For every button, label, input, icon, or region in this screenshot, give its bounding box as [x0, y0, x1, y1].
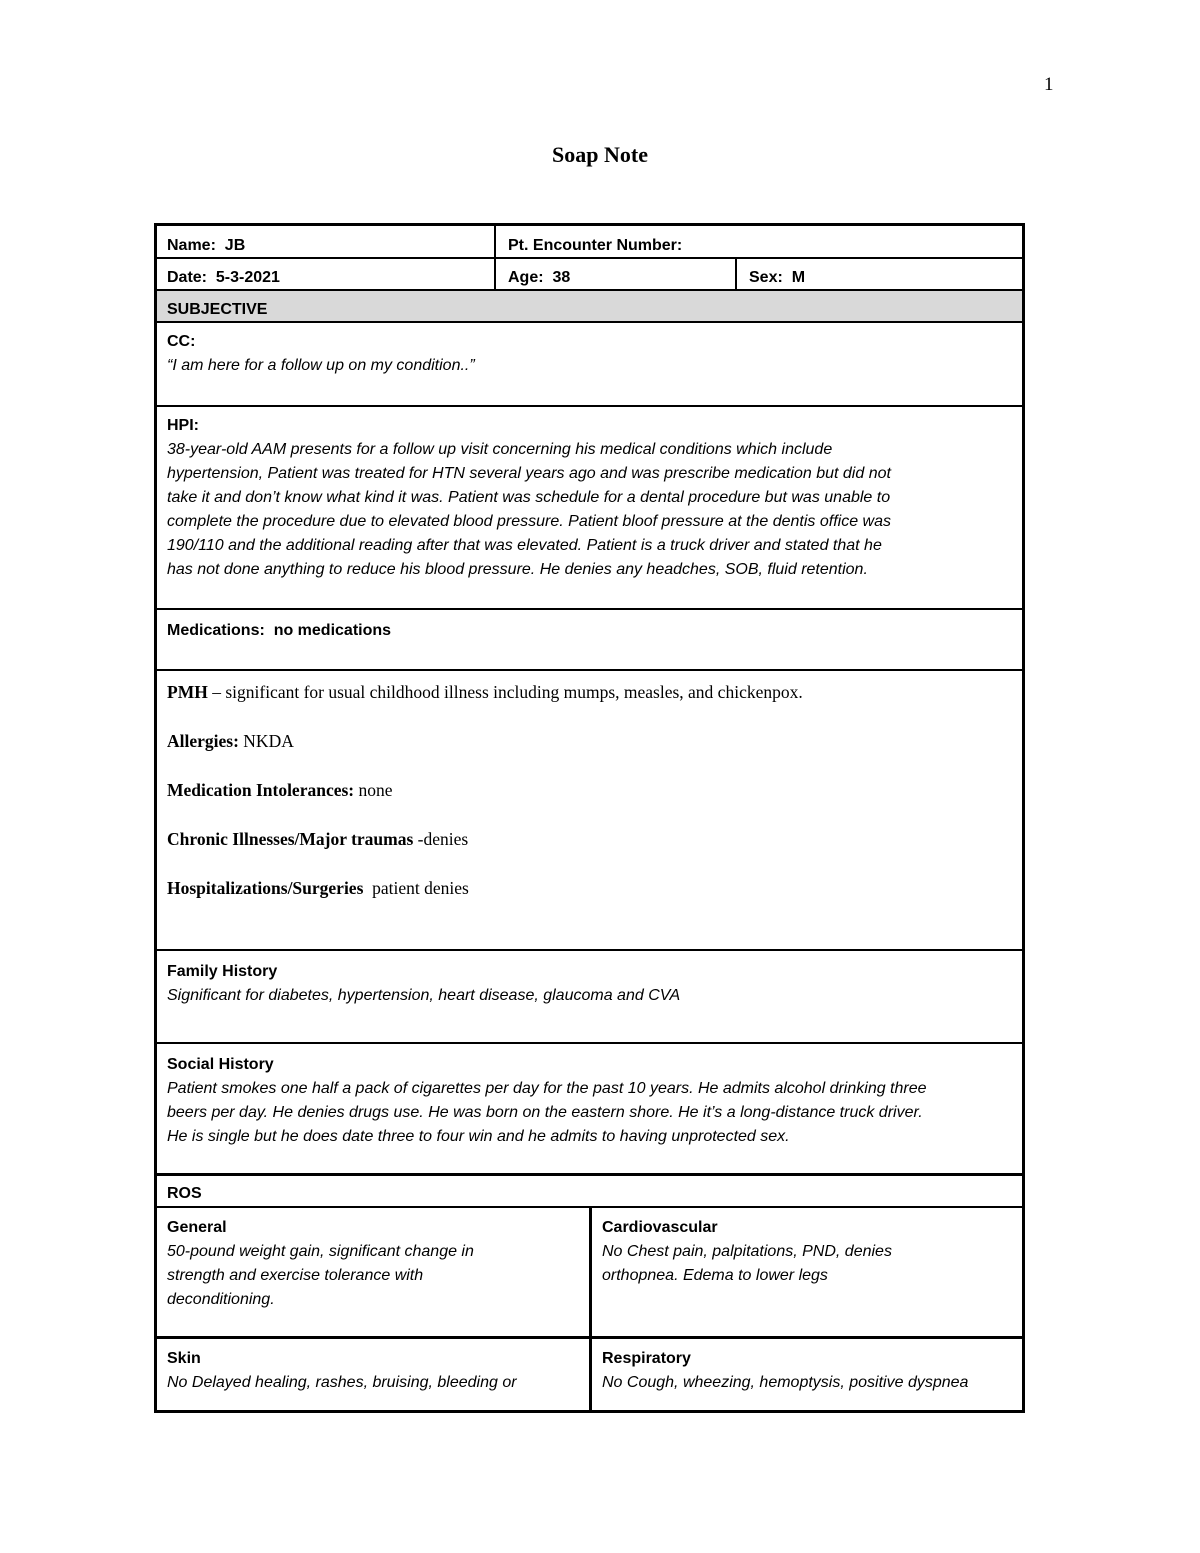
- ros-skin: [157, 1341, 589, 1411]
- hpi-line: hypertension, Patient was treated for HTN several years ago and was prescribe medication but did not: [167, 465, 891, 482]
- ros-general-line: 50-pound weight gain, significant change in: [167, 1243, 474, 1260]
- social-history-line: He is single but he does date three to four win and he admits to having unprotected sex.: [167, 1128, 790, 1145]
- ros-cardiovascular-line: No Chest pain, palpitations, PND, denies: [602, 1243, 892, 1260]
- ros-cardiovascular: [592, 1210, 1022, 1336]
- ros-respiratory-text: No Cough, wheezing, hemoptysis, positive dyspnea: [602, 1374, 969, 1391]
- pmh-line: [167, 680, 1012, 704]
- age-cell: [498, 260, 735, 290]
- age-label: Age:: [508, 269, 544, 286]
- intolerances-value: none: [354, 780, 393, 800]
- name-label: Name:: [167, 237, 216, 254]
- ros-skin-label: Skin: [167, 1350, 201, 1367]
- soap-note-table: [154, 223, 1025, 1413]
- pmh-label: PMH: [167, 682, 208, 702]
- sex-value: M: [791, 269, 806, 286]
- cc-section: [157, 324, 1017, 404]
- ros-respiratory: [592, 1341, 1022, 1411]
- sex-cell: [739, 260, 1019, 290]
- chronic-value: -denies: [413, 829, 469, 849]
- hpi-label: HPI:: [167, 417, 199, 434]
- ros-respiratory-label: Respiratory: [602, 1350, 691, 1367]
- hospitalizations-label: Hospitalizations/Surgeries: [167, 878, 364, 898]
- name-value: JB: [224, 237, 246, 254]
- social-history-label: Social History: [167, 1056, 274, 1073]
- social-history-line: beers per day. He denies drugs use. He was born on the eastern shore. He it’s a long-distance truck driver.: [167, 1104, 923, 1121]
- medications-section: [157, 613, 1017, 668]
- allergies-line: [167, 729, 1012, 753]
- date-cell: [157, 260, 494, 290]
- ros-heading: ROS: [167, 1185, 202, 1202]
- hpi-line: has not done anything to reduce his blood pressure. He denies any headches, SOB, fluid retention.: [167, 561, 868, 578]
- chronic-label: Chronic Illnesses/Major traumas: [167, 829, 414, 849]
- hospitalizations-value: patient denies: [363, 878, 469, 898]
- hpi-line: take it and don’t know what kind it was. Patient was schedule for a dental procedure but was unable to: [167, 489, 891, 506]
- hpi-section: [157, 408, 1022, 608]
- age-value: 38: [552, 269, 571, 286]
- ros-general: [157, 1210, 589, 1336]
- encounter-number-label: Pt. Encounter Number:: [508, 237, 683, 254]
- allergies-label: Allergies:: [167, 731, 239, 751]
- ros-general-line: strength and exercise tolerance with: [167, 1267, 424, 1284]
- cc-label: CC:: [167, 333, 196, 350]
- hpi-line: 190/110 and the additional reading after that was elevated. Patient is a truck driver and stated that he: [167, 537, 882, 554]
- sex-label: Sex:: [749, 269, 783, 286]
- social-history-section: [157, 1047, 1023, 1173]
- name-cell: [157, 228, 494, 258]
- encounter-number-cell: [498, 228, 1025, 258]
- date-label: Date:: [167, 269, 208, 286]
- ros-cardiovascular-line: orthopnea. Edema to lower legs: [602, 1267, 828, 1284]
- hospitalizations-line: [167, 876, 1012, 900]
- hpi-line: 38-year-old AAM presents for a follow up visit concerning his medical conditions which include: [167, 441, 833, 458]
- family-history-section: [157, 954, 1017, 1042]
- history-section: [157, 674, 1022, 948]
- pmh-value: – significant for usual childhood illness including mumps, measles, and chickenpox.: [207, 682, 803, 702]
- allergies-value: NKDA: [238, 731, 294, 751]
- medications-label: Medications:: [167, 622, 265, 639]
- family-history-text: Significant for diabetes, hypertension, heart disease, glaucoma and CVA: [167, 987, 681, 1004]
- hpi-line: complete the procedure due to elevated blood pressure. Patient bloof pressure at the dentis office was: [167, 513, 891, 530]
- ros-general-label: General: [167, 1219, 227, 1236]
- document-title: Soap Note: [552, 142, 648, 167]
- cc-text: “I am here for a follow up on my condition..”: [167, 357, 475, 374]
- medications-value: no medications: [273, 622, 392, 639]
- chronic-line: [167, 827, 1012, 851]
- date-value: 5-3-2021: [215, 269, 280, 286]
- intolerances-label: Medication Intolerances:: [167, 780, 355, 800]
- ros-general-line: deconditioning.: [167, 1291, 275, 1308]
- social-history-line: Patient smokes one half a pack of cigarettes per day for the past 10 years. He admits alcohol drinking three: [167, 1080, 927, 1097]
- subjective-heading: SUBJECTIVE: [167, 301, 268, 318]
- intolerances-line: [167, 778, 1012, 802]
- ros-cardiovascular-label: Cardiovascular: [602, 1219, 718, 1236]
- family-history-label: Family History: [167, 963, 278, 980]
- ros-skin-text: No Delayed healing, rashes, bruising, bleeding or: [167, 1374, 517, 1391]
- page-number: 1: [1044, 74, 1054, 95]
